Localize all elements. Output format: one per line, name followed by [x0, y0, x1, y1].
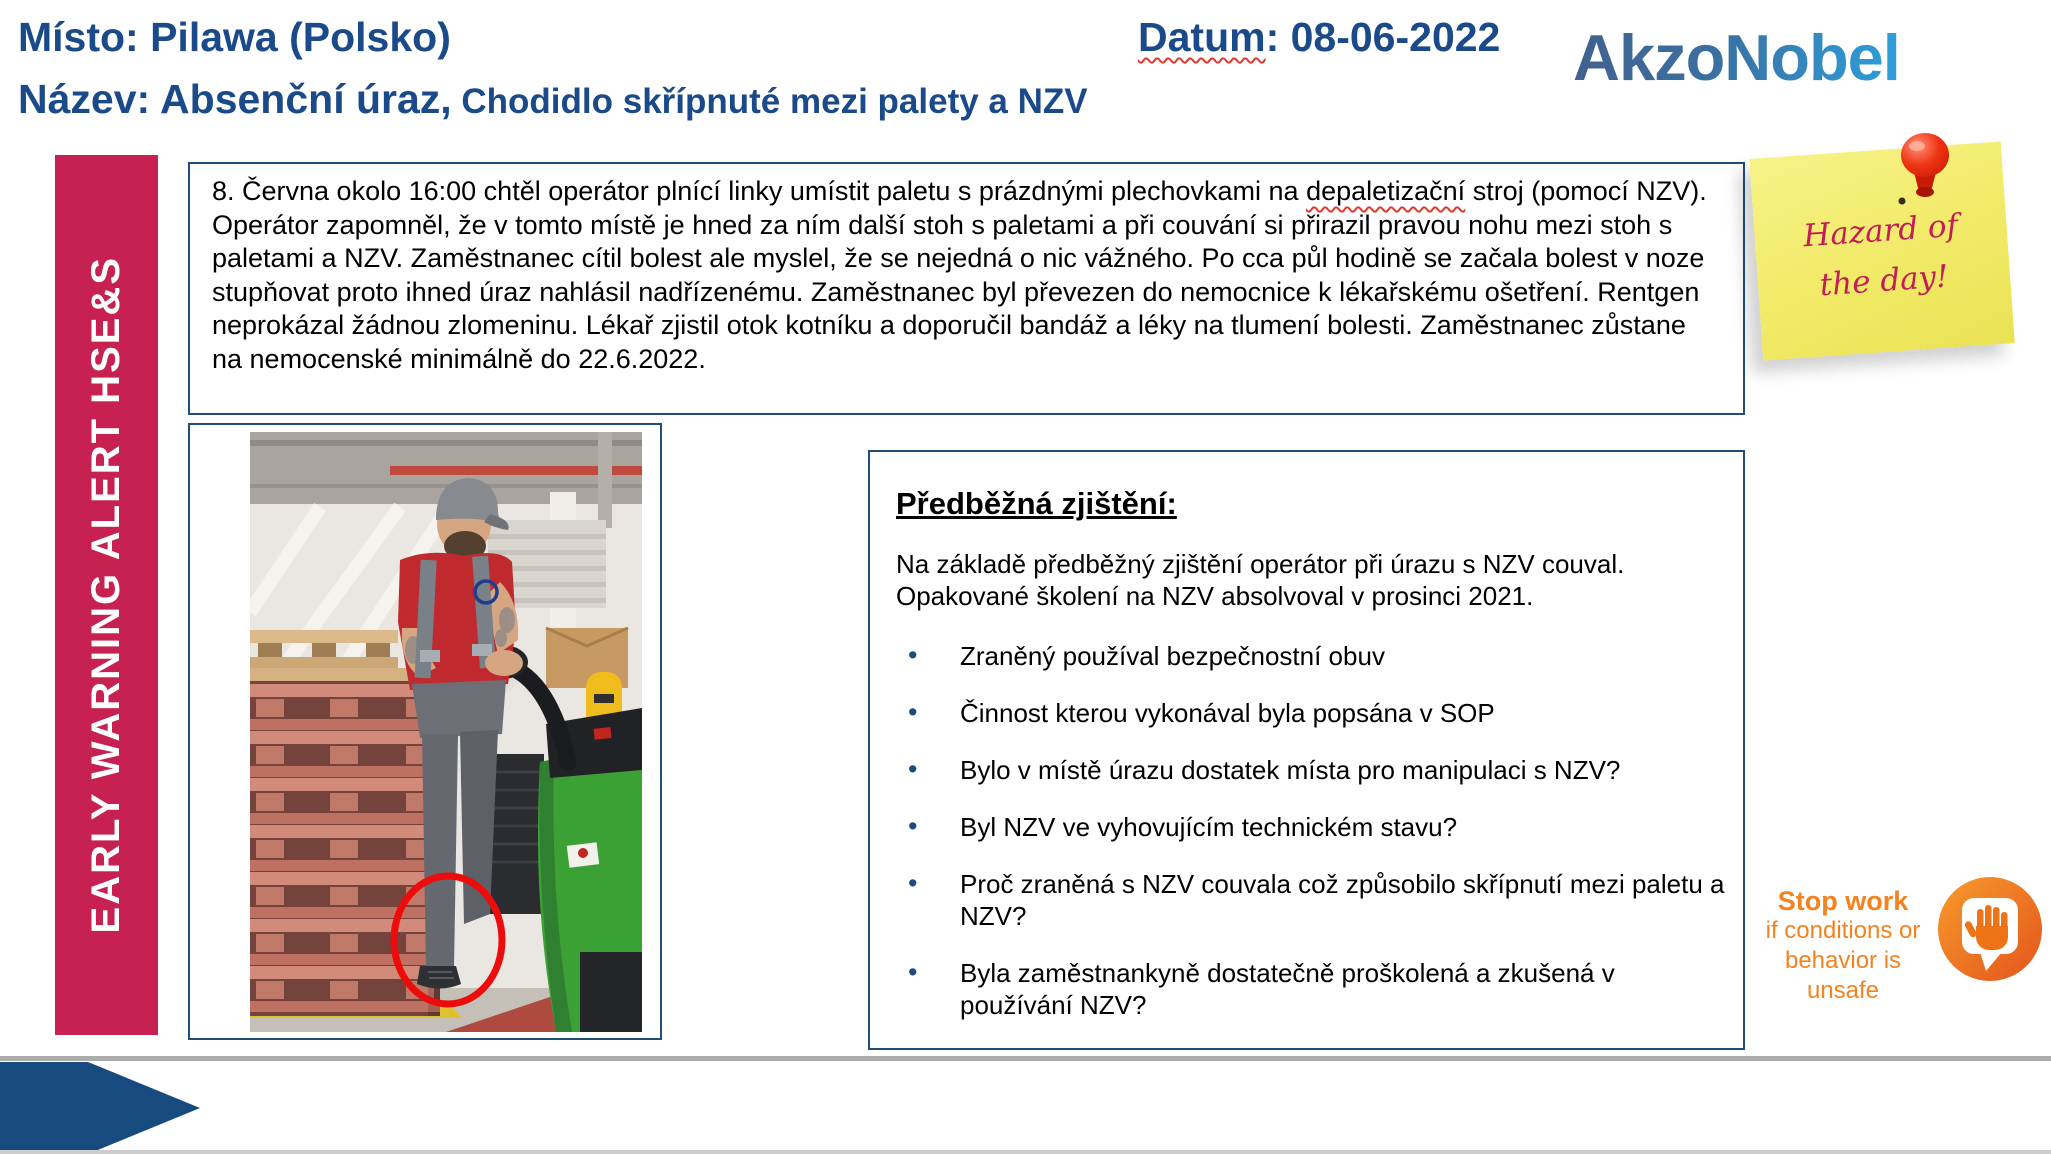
finding-item: • Byl NZV ve vyhovujícím technickém stavu? [896, 811, 1729, 843]
finding-item: • Proč zraněná s NZV couvala což způsobilo skřípnutí mezi paletu a NZV? [896, 868, 1729, 932]
stop-work-line4: unsafe [1806, 977, 1880, 1004]
findings-box [868, 450, 1745, 1050]
akzonobel-logo: AkzoNobel [1573, 21, 1900, 94]
finding-item: • Byla zaměstnankyně dostatečně proškolená a zkušená v používání NZV? [896, 957, 1729, 1021]
findings-list [896, 640, 1729, 1021]
finding-item: • Bylo v místě úrazu dostatek místa pro manipulaci s NZV? [896, 754, 1729, 786]
footer-bottom-line [0, 1150, 2051, 1154]
finding-item: • Činnost kterou vykonával byla popsána v SOP [896, 697, 1729, 729]
incident-text-before: 8. Června okolo 16:00 chtěl operátor plnící linky umístit paletu s prázdnými plechovkami na [212, 176, 1307, 206]
incident-photo-frame [188, 423, 662, 1040]
findings-intro: Na základě předběžný zjištění operátor při úrazu s NZV couval. Opakované školení na NZV absolvoval v prosinci 2021. [896, 549, 1625, 611]
stop-hand-icon [1936, 874, 2044, 986]
pushpin-icon [1872, 128, 1964, 228]
stop-work-text [1745, 886, 1941, 1006]
footer-divider [0, 1056, 2051, 1061]
date-word: Datum [1138, 14, 1266, 60]
incident-flagged-word: depaletizační [1306, 176, 1466, 206]
early-warning-banner-label: EARLY WARNING ALERT HSE&S [84, 256, 128, 934]
stop-work-line1: Stop work [1777, 886, 1909, 916]
title-sub: Chodidlo skřípnuté mezi palety a NZV [451, 82, 1088, 121]
title-main: Název: Absenční úraz, [18, 76, 452, 122]
early-warning-banner [55, 155, 158, 1035]
date-label [1138, 14, 1500, 61]
incident-text-after: stroj (pomocí NZV). Operátor zapomněl, že v tomto místě je hned za ním další stoh s paletami a při couvání si přirazil pravou nohu mezi stoh s paletami a NZV. Zaměstnanec cítil bolest ale myslel, že se nejedná o nic vážného. Po cca půl hodině se začala bolest v noze stupňovat proto ihned úraz nahlásil nadřízenému. Zaměstnanec byl převezen do nemocnice k lékařskému ošetření. Rentgen neprokázal žádnou zlomeninu. Lékař zjistil otok kotníku a doporučil bandáž a léky na tlumení bolesti. Zaměstnanec zůstane na nemocenské minimálně do 22.6.2022. [212, 176, 1707, 374]
page-title [18, 76, 1088, 123]
finding-item: • Zraněný používal bezpečnostní obuv [896, 640, 1729, 672]
incident-description-box [188, 162, 1745, 415]
hazard-note-line1: Hazard of [1802, 207, 1960, 255]
location-label: Místo: Pilawa (Polsko) [18, 14, 451, 60]
hazard-note-line2: the day! [1818, 258, 1950, 304]
date-value: : 08-06-2022 [1265, 14, 1501, 60]
findings-heading: Předběžná zjištění: [896, 486, 1177, 521]
footer-arrow-shape [0, 1062, 200, 1154]
incident-photo [250, 432, 642, 1032]
stop-work-line3: behavior is [1784, 947, 1902, 974]
stop-work-line2: if conditions or [1765, 917, 1921, 944]
